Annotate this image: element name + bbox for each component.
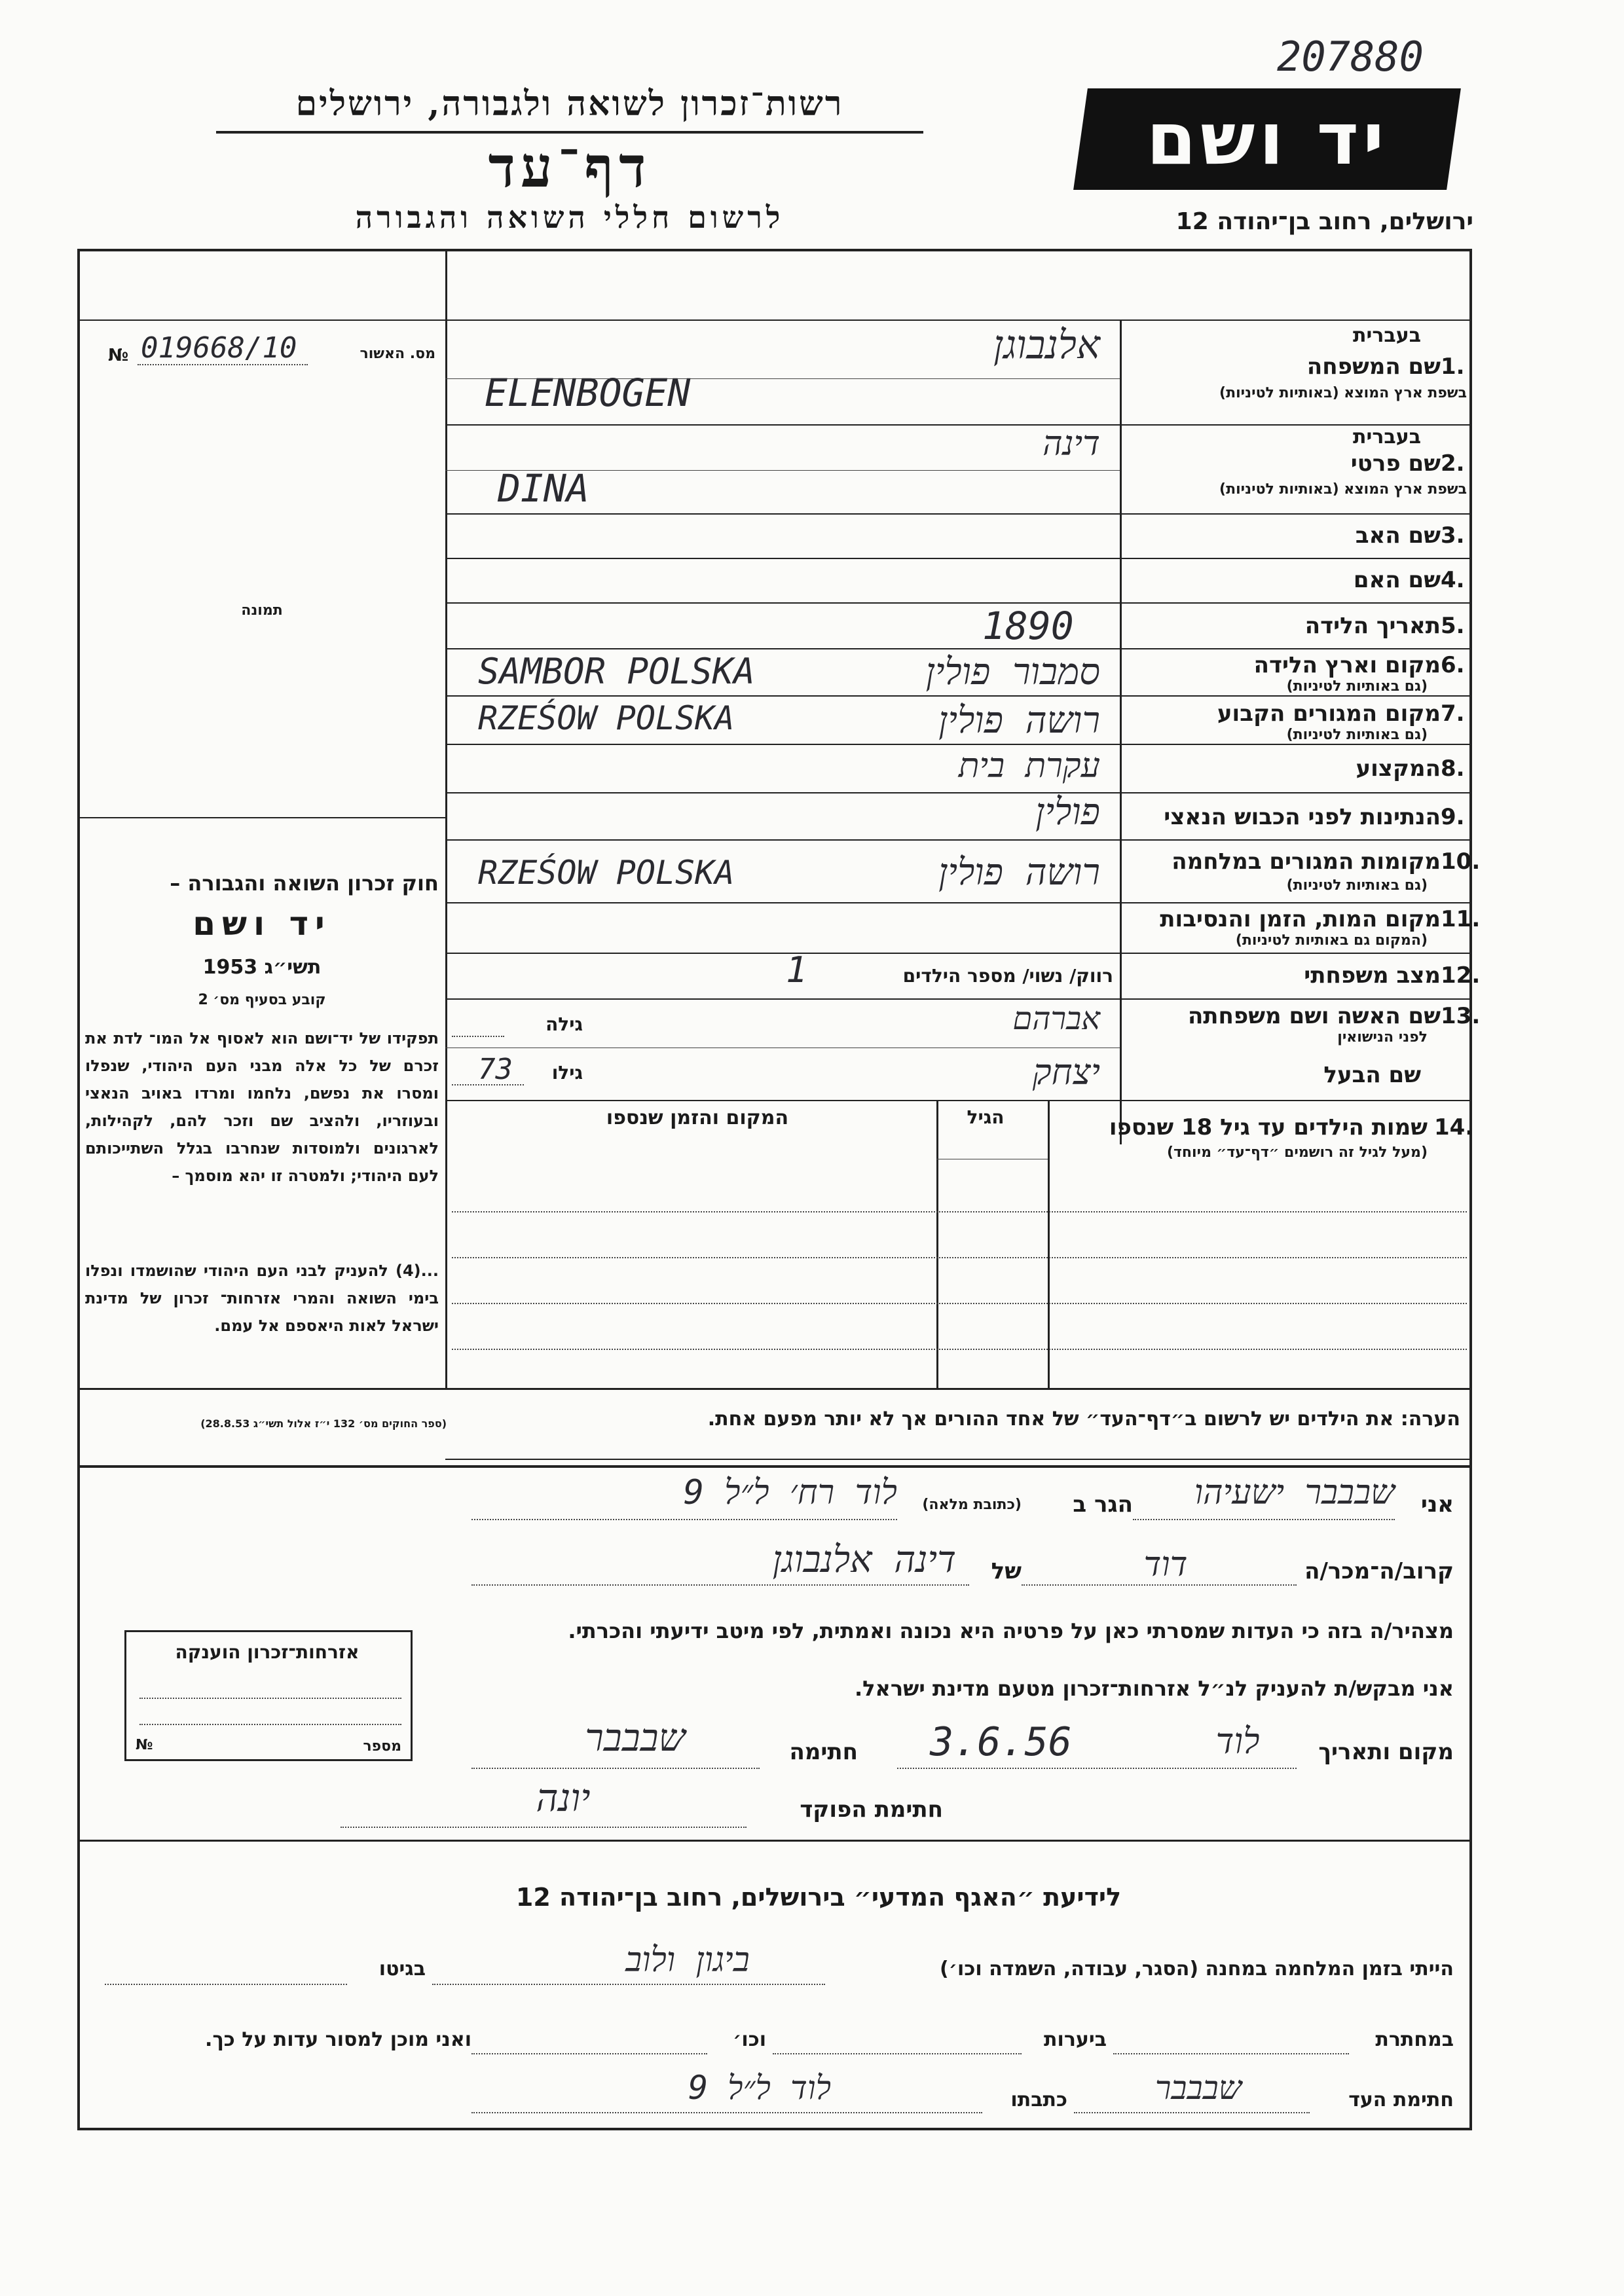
- place-date-label: מקום ותאריך: [1318, 1739, 1454, 1765]
- underground-dotline: [1113, 2053, 1349, 2054]
- doc-subtitle: לרשום חללי השואה והגבורה: [355, 200, 784, 235]
- children-place-header: המקום והזמן שנספו: [606, 1106, 789, 1129]
- field-number: 5.: [1441, 613, 1465, 639]
- law-reference: (ספר החוקים מס׳ 132 י״ז אלול תשי״ג 28.8.53): [200, 1417, 447, 1430]
- field-first-name-label: שם פרטי: [1350, 450, 1441, 477]
- children-row-line: [452, 1257, 1467, 1258]
- field-number: 4.: [1441, 567, 1465, 593]
- testimony-readiness: ואני מוכן למסור עדות על כך.: [205, 2028, 471, 2051]
- row-rule: [445, 902, 1472, 903]
- citizenship-dotline: [139, 1698, 401, 1699]
- signature-dotline: [471, 1768, 760, 1769]
- children-label: שמות הילדים עד גיל 18 שנספו: [1109, 1114, 1428, 1140]
- row-rule: [445, 513, 1472, 515]
- declarant-label: אני: [1420, 1491, 1454, 1518]
- field-family-name-label: שם המשפחה: [1306, 354, 1441, 380]
- wife-name-value: אברהם: [1012, 1000, 1100, 1037]
- field-mother-name-label: שם האם: [1353, 567, 1441, 593]
- row-rule: [445, 1100, 1472, 1101]
- first-name-latin-value: DINA: [498, 466, 589, 511]
- official-signature-dotline: [341, 1827, 747, 1828]
- field-number: 14.: [1434, 1114, 1474, 1140]
- approval-symbol: №: [108, 346, 129, 365]
- field-number: 1.: [1441, 354, 1465, 380]
- latin-note: (המקום גם באותיות לטיניות): [1235, 932, 1428, 949]
- husband-age-value: 73: [478, 1053, 513, 1086]
- children-row-line: [452, 1211, 1467, 1212]
- witness-signature-value: שבבבר: [1154, 2069, 1242, 2107]
- law-year: תשי״ג 1953: [202, 956, 322, 979]
- approval-dotline: [138, 364, 308, 365]
- row-rule: [445, 744, 1472, 745]
- citizenship-box: [124, 1630, 413, 1761]
- witness-signature-label: חתימת העד: [1348, 2088, 1454, 2111]
- lang-latin-note: בשפת ארץ המוצא (באותיות לטיניות): [1219, 385, 1467, 401]
- photo-bottom-rule: [77, 817, 445, 818]
- relative-value: דוד: [1143, 1545, 1188, 1584]
- official-signature-label: חתימת הפוקד: [800, 1796, 943, 1823]
- remark-bottom-rule: [445, 1459, 1472, 1460]
- birth-date-value: 1890: [982, 604, 1074, 648]
- witness-address-label: כתבתו: [1010, 2088, 1067, 2111]
- declarant-value: שבבבר ישעיהו: [1194, 1473, 1395, 1512]
- field-wartime-residence-label: מקומות המגורים במלחמה: [1172, 848, 1441, 875]
- resides-note: (כתובת מלאה): [922, 1497, 1022, 1513]
- field-death-label: מקום המות, הזמן והנסיבות: [1160, 906, 1441, 932]
- lang-hebrew: בעברית: [1353, 324, 1421, 347]
- field-father-name-label: שם האב: [1355, 522, 1441, 549]
- row-rule: [445, 648, 1472, 649]
- nationality-value: פולין: [1035, 791, 1100, 833]
- latin-note: (גם באותיות לטיניות): [1286, 877, 1428, 894]
- date-value: 3.6.56: [930, 1719, 1072, 1765]
- signature-value: שבבבר: [585, 1715, 686, 1760]
- residence-latin-value: RZEŚOW POLSKA: [478, 699, 735, 737]
- witness-address-value: לוד ל״ל 9: [688, 2069, 832, 2107]
- field-husband-name-label: שם הבעל: [1323, 1062, 1421, 1088]
- field-number: 3.: [1441, 522, 1465, 549]
- doc-title: דף־עד: [488, 134, 652, 200]
- citizenship-box-title: אזרחות־זכרון הוענקה: [175, 1641, 360, 1663]
- row-rule: [445, 695, 1472, 697]
- children-note: (מעל לגיל זה רושמים ״דף־עד״ מיוחד): [1166, 1144, 1428, 1161]
- footer-top-rule: [77, 1840, 1472, 1842]
- camp-dotline: [432, 1984, 825, 1985]
- wife-age-dotline: [452, 1036, 504, 1037]
- first-name-hebrew-value: דינה: [1043, 424, 1100, 464]
- row-rule: [445, 839, 1472, 841]
- citizenship-dotline: [139, 1724, 401, 1725]
- family-name-hebrew-value: אלנבוגן: [993, 322, 1100, 368]
- field-number: 13.: [1441, 1003, 1481, 1029]
- field-number: 2.: [1441, 450, 1465, 477]
- field-number: 6.: [1441, 652, 1465, 678]
- children-col-divider: [936, 1100, 938, 1388]
- forests-label: ביערות: [1044, 2028, 1107, 2051]
- field-number: 9.: [1441, 804, 1465, 830]
- husband-age-dotline: [452, 1084, 524, 1085]
- archive-number: 207880: [1277, 33, 1424, 81]
- occupation-value: עקרת בית: [958, 746, 1100, 786]
- wartime-residence-latin-value: RZEŚOW POLSKA: [478, 854, 735, 892]
- footer-title: לידיעת ״האגף המדעי״ בירושלים, רחוב בן־יהודה 12: [515, 1883, 1122, 1912]
- row-rule: [445, 998, 1472, 1000]
- photo-label: תמונה: [241, 602, 283, 619]
- lang-hebrew: בעברית: [1353, 426, 1421, 448]
- row-rule: [445, 602, 1472, 604]
- official-signature-value: יונה: [536, 1776, 591, 1820]
- row-rule: [445, 953, 1472, 954]
- etc-label: וכו׳: [733, 2028, 766, 2051]
- wartime-residence-hebrew-value: רושה פולין: [938, 851, 1100, 894]
- of-value: דינה אלנבוגן: [772, 1539, 956, 1581]
- residence-hebrew-value: רושה פולין: [938, 699, 1100, 742]
- resides-value: לוד רח׳ ל״ל 9: [683, 1473, 897, 1512]
- field-number: 12.: [1441, 962, 1481, 989]
- forests-dotline: [773, 2053, 1022, 2054]
- maiden-note: לפני הנישואין: [1337, 1029, 1428, 1046]
- ghetto-label: בגיטו: [378, 1958, 426, 1980]
- birthplace-latin-value: SAMBOR POLSKA: [478, 651, 755, 692]
- relative-label: קרוב/ה־מכר/ה: [1304, 1558, 1454, 1584]
- marital-options: רווק/ נשוי/ מספר הילדים: [902, 965, 1113, 987]
- children-count-value: 1: [786, 949, 807, 991]
- birthplace-hebrew-value: סמבור פולין: [925, 651, 1100, 693]
- camp-label: הייתי בזמן המלחמה במחנה (הסגר, עבודה, השמדה וכו׳): [940, 1958, 1454, 1980]
- witness-dotline: [1074, 2112, 1310, 2113]
- husband-name-value: יצחק: [1032, 1051, 1100, 1093]
- witness-address-dotline: [471, 2112, 982, 2113]
- top-row-rule: [77, 319, 1472, 321]
- ghetto-dotline: [105, 1984, 347, 1985]
- latin-note: (גם באותיות לטיניות): [1286, 678, 1428, 695]
- field-occupation-label: המקצוע: [1356, 756, 1441, 782]
- latin-note: (גם באותיות לטיניות): [1286, 727, 1428, 743]
- field-number: 11.: [1441, 906, 1481, 932]
- logo-text: יד ושם: [1146, 97, 1388, 181]
- approval-label: מס. האשור: [360, 346, 435, 362]
- underground-label: במחתרת: [1375, 2028, 1454, 2051]
- of-dotline: [471, 1584, 969, 1586]
- field-residence-label: מקום המגורים הקבוע: [1217, 701, 1441, 727]
- husband-age-label: גילו: [551, 1062, 583, 1084]
- declaration-top-rule: [77, 1388, 1472, 1390]
- field-marital-status-label: מצב משפחתי: [1304, 962, 1441, 989]
- title-underline: [216, 131, 923, 134]
- law-name: יד ושם: [193, 905, 331, 943]
- authority-title: רשות־זכרון לשואה ולגבורה, ירושלים: [295, 84, 844, 124]
- citizenship-symbol: №: [136, 1737, 153, 1753]
- field-nationality-label: הנתינות לפני הכבוש הנאצי: [1164, 804, 1441, 830]
- resides-dotline: [471, 1519, 897, 1520]
- declarant-dotline: [1133, 1519, 1395, 1520]
- children-row-line: [452, 1303, 1467, 1304]
- relative-dotline: [1022, 1584, 1297, 1586]
- of-label: של: [991, 1558, 1022, 1584]
- citizenship-number-label: מספר: [363, 1738, 401, 1755]
- children-age-header: הגיל: [967, 1106, 1005, 1128]
- statement-request: אני מבקש/ת להעניק לנ״ל אזרחות־זכרון מטעם מדינת ישראל.: [855, 1676, 1454, 1701]
- etc-dotline: [471, 2053, 707, 2054]
- family-name-latin-value: ELENBOGEN: [485, 371, 691, 415]
- address: ירושלים, רחוב בן־יהודה 12: [1175, 208, 1473, 235]
- label-column-divider: [1120, 319, 1122, 1144]
- law-title: חוק זכרון השואה והגבורה –: [170, 871, 439, 896]
- yad-vashem-logo: [1073, 88, 1461, 190]
- approval-value: 019668/10: [141, 331, 297, 365]
- law-text-2: ...(4) להעניק לבני העם היהודי שהושמדו ונפלו בימי השואה והמרי אזרחות־ זכרון של מדינת ישראל לאות היאספם אל עמם.: [85, 1262, 439, 1335]
- camp-value: ביגון ולוב: [625, 1941, 750, 1980]
- field-number: 10.: [1441, 848, 1481, 875]
- place-date-dotline: [897, 1768, 1297, 1769]
- law-clause: קובע בסעיף מס׳ 2: [198, 992, 326, 1008]
- field-birth-date-label: תאריך הלידה: [1304, 613, 1441, 639]
- left-panel-divider: [445, 249, 447, 1388]
- place-value: לוד: [1215, 1721, 1260, 1762]
- lang-latin-note: בשפת ארץ המוצא (באותיות לטיניות): [1219, 481, 1467, 498]
- resides-label: הגר ב: [1073, 1491, 1133, 1518]
- row-rule: [445, 558, 1472, 559]
- field-number: 8.: [1441, 756, 1465, 782]
- children-row-line: [452, 1349, 1467, 1350]
- field-birthplace-label: מקום וארץ הלידה: [1253, 652, 1441, 678]
- approval-number: [108, 331, 435, 371]
- children-col-divider: [1048, 1100, 1050, 1388]
- signature-label: חתימה: [789, 1739, 858, 1765]
- field-wife-name-label: שם האשה ושם משפחתה: [1187, 1003, 1441, 1029]
- law-text: תפקידו של יד־ושם הוא לאסוף אל המו־ לדת את זכרם של כל אלה מבני העם היהודי, שנפלו ומסרו את נפשם, נלחמו ומרדו באויב הנאצי ובעוזריו, ולהציב שם וזכר להם, לקהילות, לארגונים ולמוסדות שנחרבו בגלל השתייכותם לעם היהודי; ולמטרה זו יהא מוסמך –: [85, 1029, 439, 1185]
- remark: הערה: את הילדים יש לרשום ב״דף־העד״ של אחד ההורים אך לא יותר מפעם אחת.: [707, 1408, 1460, 1430]
- wife-age-label: גילה: [545, 1013, 583, 1035]
- field-number: 7.: [1441, 701, 1465, 727]
- statement-truth: מצהיר/ה בזה כי העדות שמסרתי כאן על פרטיה היא נכונה ואמתית, לפי מיטב ידיעתי והכרתי.: [568, 1618, 1454, 1643]
